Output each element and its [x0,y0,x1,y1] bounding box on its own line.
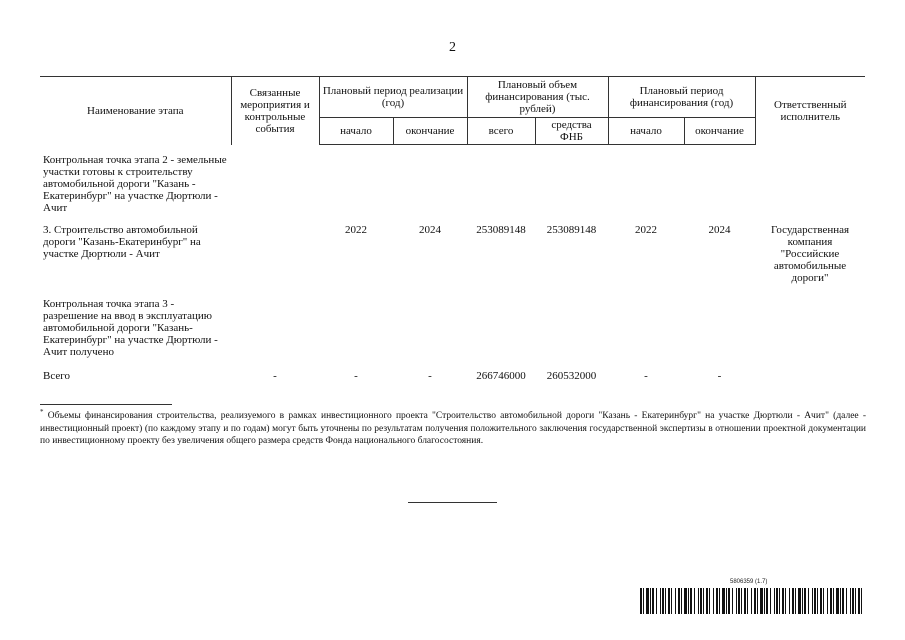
barcode-bar [804,588,806,614]
footnote [40,407,866,448]
barcode-bar [774,588,775,614]
volume-fnb [535,298,608,370]
volume-fnb: 253089148 [546,224,597,236]
barcode-bar [802,588,803,614]
barcode-bar [795,588,796,614]
header-total: всего [467,118,535,145]
related-events: - [273,370,277,382]
barcode-bar [766,588,768,614]
barcode-bar [706,588,708,614]
barcode-bar [719,588,720,614]
table-row [40,154,865,224]
barcode-bar [850,588,851,614]
volume-total: 253089148 [476,224,526,236]
barcode-bar [726,588,727,614]
barcode-bar [808,588,809,614]
table-row [40,298,865,370]
volume-fnb: 260532000 [546,370,597,382]
barcode-bar [754,588,756,614]
barcode-bar [652,588,654,614]
barcode-bar [678,588,680,614]
impl-end [393,154,467,224]
barcode-bar [789,588,790,614]
header-fin-start: начало [608,118,684,145]
barcode-bar [757,588,758,614]
barcode-bar [770,588,771,614]
barcode-bar [747,588,748,614]
barcode-bar [812,588,813,614]
barcode-bar [785,588,786,614]
barcode-bar [820,588,822,614]
barcode-bar [684,588,687,614]
barcode-bar [858,588,860,614]
barcode-bar [728,588,730,614]
barcode-bar [660,588,661,614]
barcode-bar [703,588,704,614]
end-divider [408,502,497,503]
barcode-bar [681,588,682,614]
barcode-bar [792,588,794,614]
header-start: начало [319,118,393,145]
header-plan-period-implementation: Плановый период реализации (год) [319,77,467,118]
fin-end: - [717,370,722,382]
fin-end: 2024 [708,224,731,236]
stage-name: Контрольная точка этапа 2 - земельные участки готовы к строительству автомобильной дороги "Казань - Екатеринбург" на участке Дюртюли - Ачит [43,154,227,214]
table-row-total [40,370,865,382]
barcode-bar [830,588,832,614]
barcode-bar [716,588,718,614]
related-events [231,154,319,224]
impl-start [319,298,393,370]
barcode-bar [675,588,676,614]
fin-start: - [644,370,648,382]
barcode-bar [646,588,649,614]
fin-end [684,298,755,370]
barcode-bar [700,588,702,614]
fin-start: 2022 [635,224,657,236]
barcode-bar [782,588,784,614]
fin-end [684,154,755,224]
barcode-bar [713,588,714,614]
fin-start [608,154,684,224]
page-number: 2 [449,40,456,55]
header-executor: Ответственный исполнитель [755,77,865,145]
barcode-bar [736,588,737,614]
executor [755,370,865,382]
impl-end: 2024 [419,224,441,236]
barcode-bar [671,588,672,614]
barcode-bar [814,588,816,614]
barcode-bar [650,588,651,614]
header-plan-period-financing: Плановый период финансирования (год) [608,77,755,118]
stage-name: 3. Строительство автомобильной дороги "Казань-Екатеринбург" на участке Дюртюли - Ачит [43,224,201,260]
footnote-marker: * [40,407,44,416]
header-end: окончание [393,118,467,145]
barcode-bar [732,588,733,614]
barcode-bar [751,588,752,614]
barcode-bar [656,588,657,614]
header-stage-name: Наименование этапа [40,77,231,145]
volume-fnb [535,154,608,224]
barcode-bar [744,588,746,614]
executor [755,154,865,224]
executor [755,298,865,370]
impl-end [393,298,467,370]
barcode-bar [842,588,844,614]
impl-start [319,154,393,224]
plan-table [40,76,865,382]
barcode-bar [840,588,841,614]
barcode-bar [846,588,847,614]
barcode-bar [698,588,699,614]
barcode-bar [709,588,710,614]
barcode-bar [738,588,740,614]
barcode-bar [665,588,666,614]
barcode-bar [861,588,862,614]
stage-name: Контрольная точка этапа 3 - разрешение на ввод в эксплуатацию автомобильной дороги "Казань-Екатеринбург" на участке Дюртюли - Ачит получено [43,298,218,358]
barcode-bar [668,588,670,614]
impl-end: - [428,370,432,382]
executor: Государственная компания "Российские автомобильные дороги" [770,224,850,284]
barcode-bar [741,588,742,614]
volume-total [467,298,535,370]
volume-total: 266746000 [476,370,526,382]
barcode-bar [779,588,780,614]
table-row [40,224,865,298]
barcode-bar [722,588,725,614]
barcode-label: 5806359 (1.7) [730,579,768,585]
barcode-bar [694,588,695,614]
barcode-bar [688,588,689,614]
barcode-bar [836,588,839,614]
barcode-bar [776,588,778,614]
barcode-bar [855,588,856,614]
related-events [231,224,319,298]
barcode-bar [760,588,763,614]
header-fnb-funds: средства ФНБ [535,118,608,145]
barcode-image [640,588,865,614]
barcode-bar [827,588,828,614]
stage-name: Всего [43,370,70,382]
header-related-events: Связанные мероприятия и контрольные события [231,77,319,145]
header-plan-volume: Плановый объем финансирования (тыс. рублей) [467,77,608,118]
fin-start [608,298,684,370]
volume-total [467,154,535,224]
impl-start: - [354,370,358,382]
barcode-bar [640,588,642,614]
table-header-row [40,77,865,118]
impl-start: 2022 [345,224,367,236]
barcode-bar [852,588,854,614]
barcode-bar [662,588,664,614]
barcode-bar [833,588,834,614]
related-events [231,298,319,370]
barcode-bar [817,588,818,614]
barcode-bar [823,588,824,614]
barcode-bar [764,588,765,614]
footnote-text: Объемы финансирования строительства, реализуемого в рамках инвестиционного проекта "Строительство автомобильной дороги "Казань - Екатеринбург" на участке Дюртюли - Ачит" (далее - инвестиционный проект) (по каждому этапу и по годам) могут быть уточнены по результатам получения положительного заключения государственной экспертизы в отношении проектной документации по инвестиционному проекту без увеличения общего размера средств Фонда национального благосостояния. [40,411,866,446]
barcode-bar [690,588,692,614]
header-fin-end: окончание [684,118,755,145]
barcode-bar [643,588,644,614]
footnote-divider [40,404,172,405]
barcode-bar [798,588,801,614]
